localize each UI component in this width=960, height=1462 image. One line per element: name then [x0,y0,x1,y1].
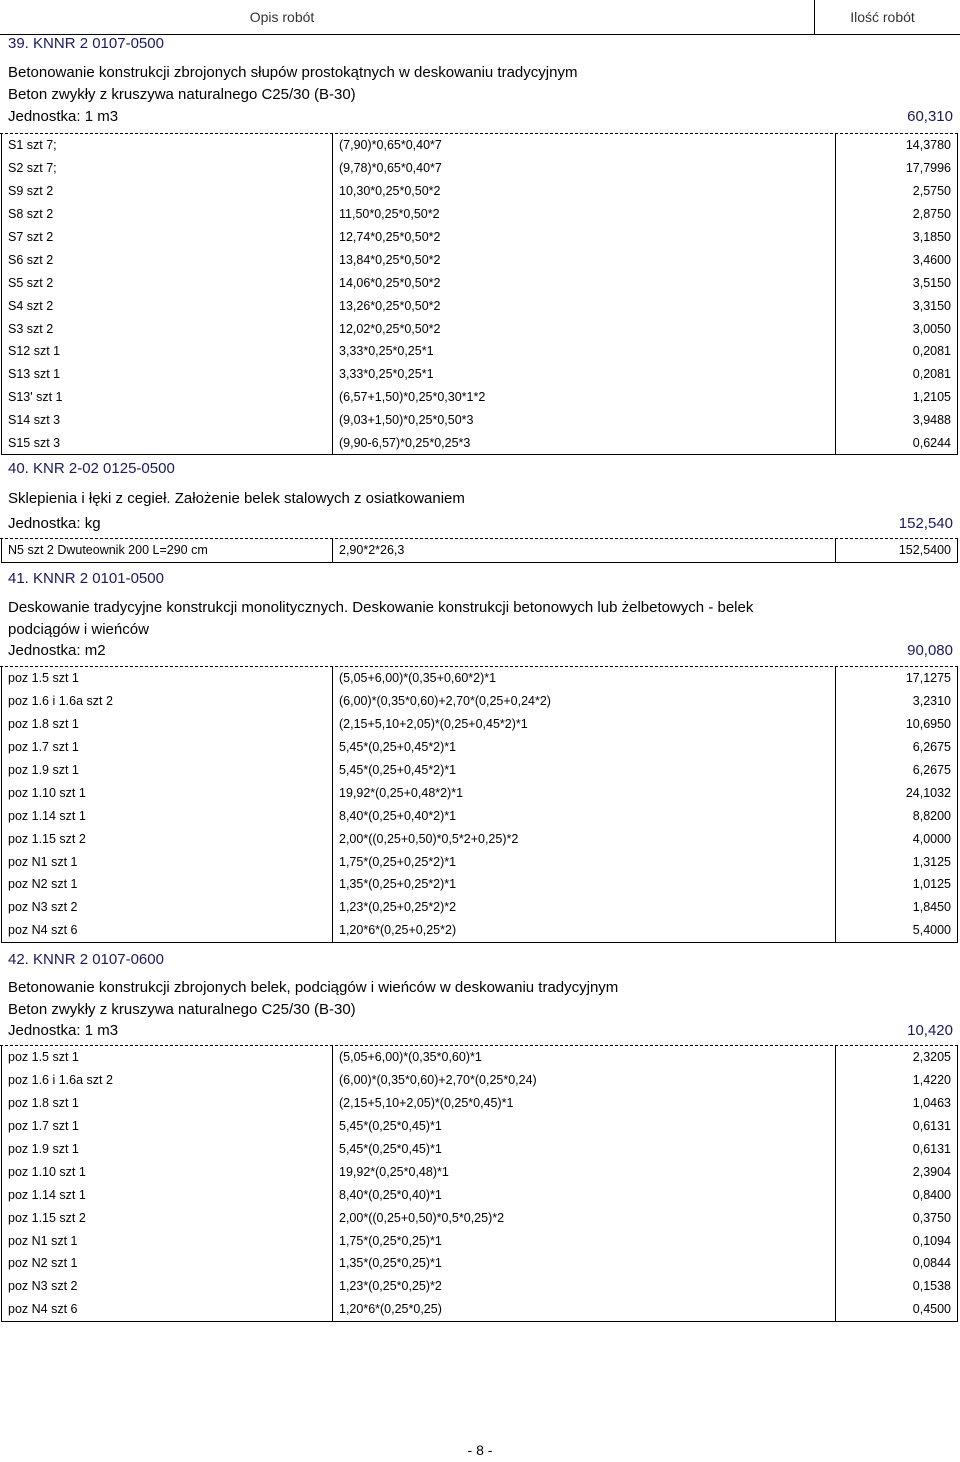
column-header-opis: Opis robót [249,9,315,25]
table-row [2,1160,958,1183]
row-label: S7 szt 2 [2,226,333,249]
row-label: poz 1.8 szt 1 [2,713,333,736]
row-quantity: 8,8200 [836,804,958,827]
table-row [2,850,958,873]
row-formula: (6,00)*(0,35*0,60)+2,70*(0,25*0,24) [333,1069,836,1092]
table-row [2,363,958,386]
unit-label: Jednostka: 1 m3 [8,1022,119,1039]
row-label: N5 szt 2 Dwuteownik 200 L=290 cm [2,539,333,562]
row-quantity: 17,1275 [836,667,958,690]
row-quantity: 1,0463 [836,1092,958,1115]
measurement-table [1,134,958,455]
header-separator [814,0,815,34]
row-quantity: 0,0844 [836,1252,958,1275]
row-quantity: 6,2675 [836,736,958,759]
row-quantity: 3,4600 [836,248,958,271]
row-label: poz 1.5 szt 1 [2,1046,333,1069]
row-label: poz 1.8 szt 1 [2,1092,333,1115]
row-label: poz N2 szt 1 [2,873,333,896]
table-row [2,539,958,562]
row-formula: 12,74*0,25*0,50*2 [333,226,836,249]
row-quantity: 3,1850 [836,226,958,249]
row-quantity: 0,6131 [836,1115,958,1138]
table-row [2,873,958,896]
row-label: poz 1.9 szt 1 [2,1138,333,1161]
row-label: poz 1.15 szt 2 [2,1206,333,1229]
table-row [2,1115,958,1138]
row-formula: 2,00*((0,25+0,50)*0,5*0,25)*2 [333,1206,836,1229]
row-formula: (9,03+1,50)*0,25*0,50*3 [333,409,836,432]
row-formula: 3,33*0,25*0,25*1 [333,340,836,363]
row-label: poz 1.14 szt 1 [2,1183,333,1206]
row-quantity: 1,0125 [836,873,958,896]
section-title: 42. KNNR 2 0107-0600 [8,951,164,968]
row-formula: 3,33*0,25*0,25*1 [333,363,836,386]
unit-total: 152,540 [898,515,953,532]
section-title: 41. KNNR 2 0101-0500 [8,570,164,587]
section-title: 39. KNNR 2 0107-0500 [8,35,164,52]
section-description: Sklepienia i łęki z cegieł. Założenie belek stalowych z osiatkowaniem [8,490,465,507]
row-formula: 12,02*0,25*0,50*2 [333,317,836,340]
row-quantity: 2,3904 [836,1160,958,1183]
row-label: poz N3 szt 2 [2,1275,333,1298]
row-formula: 13,26*0,25*0,50*2 [333,294,836,317]
table-row [2,134,958,157]
table-row [2,180,958,203]
row-label: S3 szt 2 [2,317,333,340]
row-formula: 8,40*(0,25+0,40*2)*1 [333,804,836,827]
measurement-table [1,667,958,943]
row-quantity: 0,1094 [836,1229,958,1252]
row-label: poz N4 szt 6 [2,1298,333,1321]
section-description: Beton zwykły z kruszywa naturalnego C25/30 (B-30) [8,1001,356,1018]
unit-label: Jednostka: kg [8,515,101,532]
row-label: poz 1.9 szt 1 [2,759,333,782]
row-quantity: 2,3205 [836,1046,958,1069]
row-label: poz 1.14 szt 1 [2,804,333,827]
row-quantity: 1,2105 [836,386,958,409]
row-quantity: 1,4220 [836,1069,958,1092]
row-label: poz N2 szt 1 [2,1252,333,1275]
table-row [2,1275,958,1298]
row-label: poz N1 szt 1 [2,1229,333,1252]
section-description: Beton zwykły z kruszywa naturalnego C25/30 (B-30) [8,86,356,103]
table-row [2,804,958,827]
row-formula: 1,20*6*(0,25*0,25) [333,1298,836,1321]
section-description: Betonowanie konstrukcji zbrojonych belek, podciągów i wieńców w deskowaniu tradycyjnym [8,979,619,996]
row-formula: 1,23*(0,25+0,25*2)*2 [333,896,836,919]
row-formula: 8,40*(0,25*0,40)*1 [333,1183,836,1206]
row-formula: (7,90)*0,65*0,40*7 [333,134,836,157]
table-row [2,1069,958,1092]
row-formula: (5,05+6,00)*(0,35*0,60)*1 [333,1046,836,1069]
table-row [2,294,958,317]
row-quantity: 3,9488 [836,409,958,432]
row-label: poz 1.10 szt 1 [2,781,333,804]
row-formula: 5,45*(0,25+0,45*2)*1 [333,736,836,759]
row-formula: 13,84*0,25*0,50*2 [333,248,836,271]
row-formula: 14,06*0,25*0,50*2 [333,271,836,294]
table-row [2,226,958,249]
row-label: poz 1.6 i 1.6a szt 2 [2,690,333,713]
row-formula: 5,45*(0,25+0,45*2)*1 [333,759,836,782]
row-quantity: 14,3780 [836,134,958,157]
table-row [2,203,958,226]
row-quantity: 3,2310 [836,690,958,713]
row-formula: (6,57+1,50)*0,25*0,30*1*2 [333,386,836,409]
row-quantity: 4,0000 [836,827,958,850]
row-quantity: 2,8750 [836,203,958,226]
row-label: S1 szt 7; [2,134,333,157]
table-row [2,317,958,340]
row-formula: 10,30*0,25*0,50*2 [333,180,836,203]
unit-total: 60,310 [907,108,953,125]
section-description: podciągów i wieńców [8,621,149,638]
table-row [2,157,958,180]
row-formula: 1,20*6*(0,25+0,25*2) [333,919,836,942]
table-row [2,1138,958,1161]
table-row [2,248,958,271]
table-row [2,896,958,919]
column-header-ilosc: Ilość robót [850,9,915,25]
row-formula: 5,45*(0,25*0,45)*1 [333,1115,836,1138]
row-label: poz 1.15 szt 2 [2,827,333,850]
row-quantity: 1,3125 [836,850,958,873]
row-quantity: 6,2675 [836,759,958,782]
measurement-table [1,1046,958,1322]
table-row [2,1183,958,1206]
row-formula: 5,45*(0,25*0,45)*1 [333,1138,836,1161]
table-row [2,386,958,409]
table-row [2,713,958,736]
table-row [2,409,958,432]
row-formula: 2,90*2*26,3 [333,539,836,562]
table-row [2,1206,958,1229]
row-formula: (9,78)*0,65*0,40*7 [333,157,836,180]
row-quantity: 0,8400 [836,1183,958,1206]
table-row [2,919,958,942]
row-formula: (2,15+5,10+2,05)*(0,25*0,45)*1 [333,1092,836,1115]
row-label: poz N4 szt 6 [2,919,333,942]
measurement-table [1,539,958,563]
table-row [2,340,958,363]
section-description: Betonowanie konstrukcji zbrojonych słupów prostokątnych w deskowaniu tradycyjnym [8,64,578,81]
row-quantity: 0,2081 [836,340,958,363]
row-quantity: 0,1538 [836,1275,958,1298]
row-quantity: 1,8450 [836,896,958,919]
table-row [2,827,958,850]
table-row [2,690,958,713]
row-label: poz 1.10 szt 1 [2,1160,333,1183]
row-formula: (5,05+6,00)*(0,35+0,60*2)*1 [333,667,836,690]
row-label: S14 szt 3 [2,409,333,432]
row-label: S2 szt 7; [2,157,333,180]
table-row [2,759,958,782]
row-label: S13 szt 1 [2,363,333,386]
unit-label: Jednostka: m2 [8,642,106,659]
row-formula: 1,75*(0,25*0,25)*1 [333,1229,836,1252]
row-quantity: 3,0050 [836,317,958,340]
page-number: - 8 - [467,1442,493,1458]
table-row [2,736,958,759]
unit-total: 90,080 [907,642,953,659]
table-row [2,1092,958,1115]
table-row [2,432,958,455]
row-formula: (6,00)*(0,35*0,60)+2,70*(0,25+0,24*2) [333,690,836,713]
row-quantity: 0,6131 [836,1138,958,1161]
row-formula: 2,00*((0,25+0,50)*0,5*2+0,25)*2 [333,827,836,850]
table-row [2,1298,958,1321]
row-label: S4 szt 2 [2,294,333,317]
row-label: poz N3 szt 2 [2,896,333,919]
row-label: poz 1.5 szt 1 [2,667,333,690]
row-formula: 1,23*(0,25*0,25)*2 [333,1275,836,1298]
row-quantity: 0,2081 [836,363,958,386]
row-label: poz 1.7 szt 1 [2,736,333,759]
row-quantity: 0,6244 [836,432,958,455]
unit-label: Jednostka: 1 m3 [8,108,119,125]
row-label: S12 szt 1 [2,340,333,363]
table-row [2,271,958,294]
row-formula: 1,35*(0,25+0,25*2)*1 [333,873,836,896]
row-quantity: 24,1032 [836,781,958,804]
table-row [2,1229,958,1252]
row-label: S8 szt 2 [2,203,333,226]
row-quantity: 3,3150 [836,294,958,317]
row-quantity: 3,5150 [836,271,958,294]
row-formula: 1,75*(0,25+0,25*2)*1 [333,850,836,873]
row-quantity: 0,4500 [836,1298,958,1321]
row-label: poz N1 szt 1 [2,850,333,873]
unit-total: 10,420 [907,1022,953,1039]
row-label: S13' szt 1 [2,386,333,409]
row-label: S5 szt 2 [2,271,333,294]
row-quantity: 5,4000 [836,919,958,942]
row-formula: 19,92*(0,25*0,48)*1 [333,1160,836,1183]
table-row [2,1252,958,1275]
row-label: S9 szt 2 [2,180,333,203]
row-formula: (9,90-6,57)*0,25*0,25*3 [333,432,836,455]
row-label: poz 1.6 i 1.6a szt 2 [2,1069,333,1092]
row-quantity: 2,5750 [836,180,958,203]
row-formula: 11,50*0,25*0,50*2 [333,203,836,226]
table-row [2,781,958,804]
table-row [2,667,958,690]
section-title: 40. KNR 2-02 0125-0500 [8,460,175,477]
row-label: S15 szt 3 [2,432,333,455]
row-formula: 1,35*(0,25*0,25)*1 [333,1252,836,1275]
row-quantity: 0,3750 [836,1206,958,1229]
row-quantity: 17,7996 [836,157,958,180]
row-formula: 19,92*(0,25+0,48*2)*1 [333,781,836,804]
row-formula: (2,15+5,10+2,05)*(0,25+0,45*2)*1 [333,713,836,736]
section-description: Deskowanie tradycyjne konstrukcji monolitycznych. Deskowanie konstrukcji betonowych lub żelbetowych - belek [8,599,754,616]
table-row [2,1046,958,1069]
row-quantity: 10,6950 [836,713,958,736]
row-quantity: 152,5400 [836,539,958,562]
row-label: poz 1.7 szt 1 [2,1115,333,1138]
row-label: S6 szt 2 [2,248,333,271]
